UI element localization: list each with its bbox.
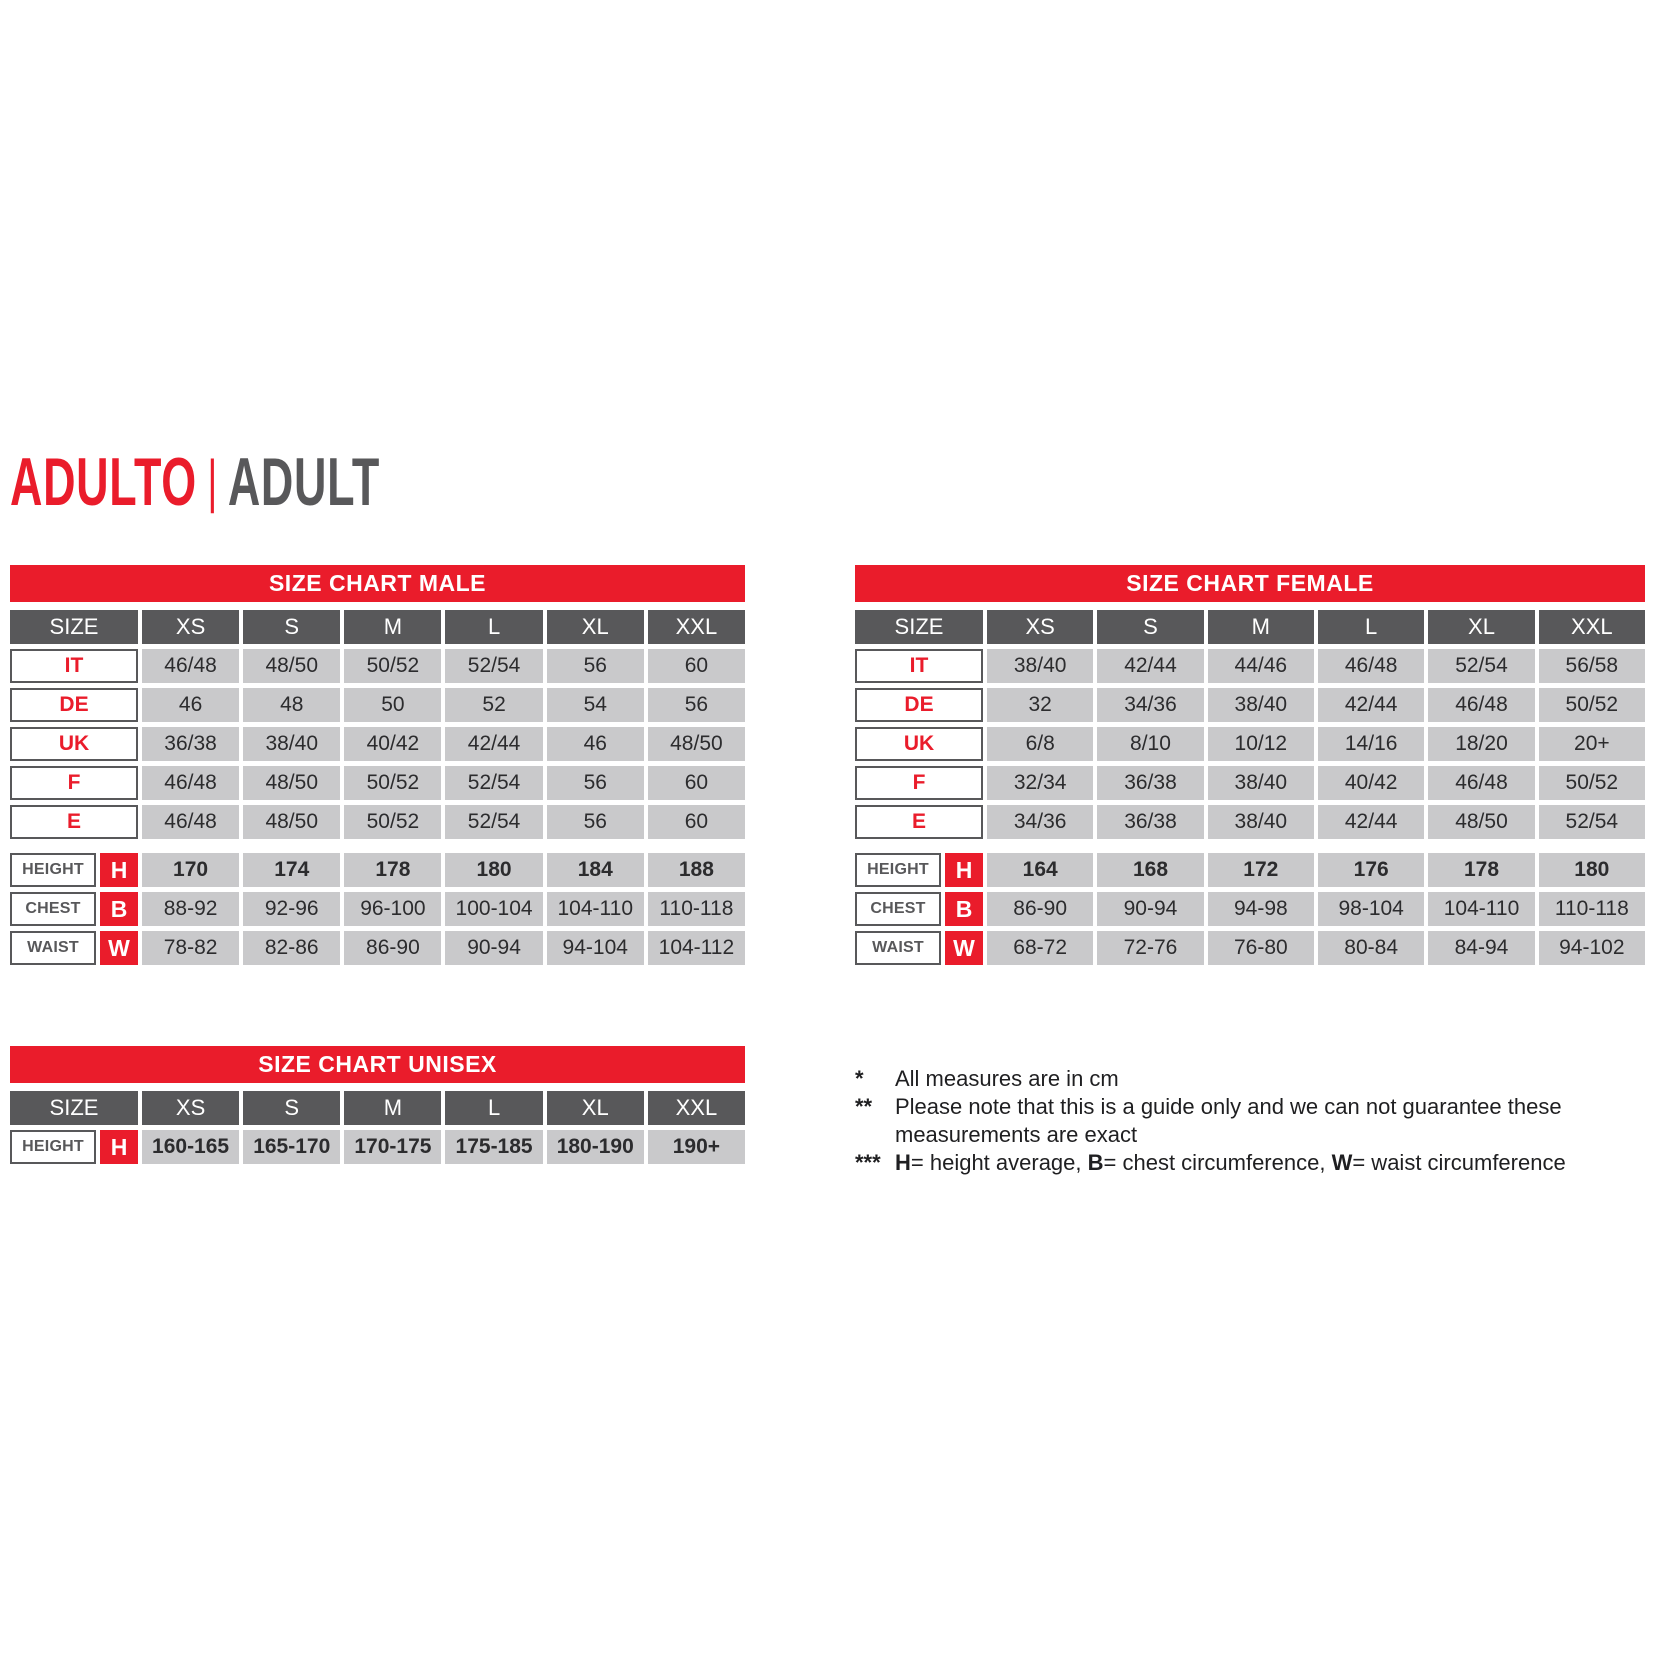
left-column <box>10 565 745 1169</box>
value-cell-e-l: 42/44 <box>1318 805 1424 839</box>
column-header-xxl: XXL <box>648 1091 745 1125</box>
value-cell-chest-xs: 88-92 <box>142 892 239 926</box>
value-cell-waist-xl: 94-104 <box>547 931 644 965</box>
footnote-marker-3: *** <box>855 1150 881 1175</box>
value-cell-f-l: 40/42 <box>1318 766 1424 800</box>
measure-label-height <box>10 853 138 887</box>
column-header-l: L <box>445 610 542 644</box>
measure-row-chest <box>10 892 745 926</box>
measure-row-height <box>855 853 1645 887</box>
value-cell-height-xl: 180-190 <box>547 1130 644 1164</box>
row-label-e: E <box>10 805 138 839</box>
letter-badge-b: B <box>945 892 983 926</box>
value-cell-e-xl: 56 <box>547 805 644 839</box>
measure-label-waist <box>10 931 138 965</box>
value-cell-waist-xxl: 104-112 <box>648 931 745 965</box>
footnote-segment: W <box>1331 1150 1353 1175</box>
value-cell-uk-m: 40/42 <box>344 727 441 761</box>
table-title-male: SIZE CHART MALE <box>10 565 745 602</box>
value-cell-height-l: 176 <box>1318 853 1424 887</box>
size-row-uk <box>10 727 745 761</box>
size-row-e <box>855 805 1645 839</box>
value-cell-uk-xxl: 20+ <box>1539 727 1645 761</box>
measure-label-height <box>855 853 983 887</box>
footnote-text-2 <box>895 1093 1645 1149</box>
measure-row-chest <box>855 892 1645 926</box>
row-label-de: DE <box>855 688 983 722</box>
table-title-unisex: SIZE CHART UNISEX <box>10 1046 745 1083</box>
letter-badge-h: H <box>945 853 983 887</box>
value-cell-chest-s: 90-94 <box>1097 892 1203 926</box>
value-cell-f-l: 52/54 <box>445 766 542 800</box>
value-cell-waist-xl: 84-94 <box>1428 931 1534 965</box>
value-cell-height-xs: 164 <box>987 853 1093 887</box>
value-cell-de-m: 50 <box>344 688 441 722</box>
row-label-height: HEIGHT <box>10 853 96 887</box>
page-title-separator: | <box>207 449 218 514</box>
column-header-xl: XL <box>547 1091 644 1125</box>
letter-badge-h: H <box>100 1130 138 1164</box>
row-label-uk: UK <box>855 727 983 761</box>
value-cell-it-xl: 52/54 <box>1428 649 1534 683</box>
value-cell-it-l: 46/48 <box>1318 649 1424 683</box>
value-cell-chest-xxl: 110-118 <box>648 892 745 926</box>
measure-label-waist <box>855 931 983 965</box>
value-cell-height-m: 172 <box>1208 853 1314 887</box>
value-cell-chest-m: 94-98 <box>1208 892 1314 926</box>
footnote-1 <box>855 1065 1645 1093</box>
value-cell-chest-s: 92-96 <box>243 892 340 926</box>
column-header-size: SIZE <box>10 610 138 644</box>
value-cell-e-xxl: 60 <box>648 805 745 839</box>
value-cell-chest-m: 96-100 <box>344 892 441 926</box>
value-cell-it-xl: 56 <box>547 649 644 683</box>
value-cell-waist-m: 76-80 <box>1208 931 1314 965</box>
measure-row-waist <box>10 931 745 965</box>
column-header-xl: XL <box>1428 610 1534 644</box>
value-cell-e-m: 38/40 <box>1208 805 1314 839</box>
footnote-2 <box>855 1093 1645 1149</box>
value-cell-height-xl: 184 <box>547 853 644 887</box>
value-cell-it-l: 52/54 <box>445 649 542 683</box>
footnote-segment: Please note that this is a guide only and we can not guarantee these measurements are exact <box>895 1094 1562 1147</box>
value-cell-f-xs: 46/48 <box>142 766 239 800</box>
column-header-m: M <box>1208 610 1314 644</box>
size-row-it <box>10 649 745 683</box>
header-row-male <box>10 610 745 644</box>
row-label-it: IT <box>10 649 138 683</box>
header-row-female <box>855 610 1645 644</box>
value-cell-f-xxl: 50/52 <box>1539 766 1645 800</box>
value-cell-uk-s: 38/40 <box>243 727 340 761</box>
value-cell-de-xs: 46 <box>142 688 239 722</box>
column-header-m: M <box>344 610 441 644</box>
value-cell-uk-l: 14/16 <box>1318 727 1424 761</box>
size-row-it <box>855 649 1645 683</box>
value-cell-height-xxl: 180 <box>1539 853 1645 887</box>
value-cell-e-xl: 48/50 <box>1428 805 1534 839</box>
letter-badge-w: W <box>945 931 983 965</box>
size-chart-unisex-section <box>10 1046 745 1164</box>
value-cell-chest-xl: 104-110 <box>1428 892 1534 926</box>
footnote-segment: = waist circumference <box>1352 1150 1566 1175</box>
measure-label-chest <box>855 892 983 926</box>
value-cell-e-xxl: 52/54 <box>1539 805 1645 839</box>
value-cell-height-m: 178 <box>344 853 441 887</box>
value-cell-e-xs: 46/48 <box>142 805 239 839</box>
footnote-segment: B <box>1087 1150 1104 1175</box>
size-row-de <box>855 688 1645 722</box>
row-label-f: F <box>10 766 138 800</box>
row-label-e: E <box>855 805 983 839</box>
size-row-e <box>10 805 745 839</box>
page-title-italian: ADULTO <box>10 444 197 520</box>
row-label-height: HEIGHT <box>10 1130 96 1164</box>
column-header-xs: XS <box>142 1091 239 1125</box>
value-cell-height-s: 165-170 <box>243 1130 340 1164</box>
footnote-segment: = height average, <box>910 1150 1088 1175</box>
value-cell-uk-xs: 36/38 <box>142 727 239 761</box>
value-cell-height-xl: 178 <box>1428 853 1534 887</box>
column-header-l: L <box>445 1091 542 1125</box>
row-label-waist: WAIST <box>855 931 941 965</box>
value-cell-height-xs: 170 <box>142 853 239 887</box>
value-cell-uk-xl: 46 <box>547 727 644 761</box>
column-header-xxl: XXL <box>648 610 745 644</box>
column-header-s: S <box>1097 610 1203 644</box>
measure-row-height <box>10 853 745 887</box>
value-cell-e-xs: 34/36 <box>987 805 1093 839</box>
value-cell-e-l: 52/54 <box>445 805 542 839</box>
page-title-english: ADULT <box>227 444 380 520</box>
right-column <box>855 565 1645 1177</box>
footnote-marker-2: ** <box>855 1094 873 1119</box>
row-label-it: IT <box>855 649 983 683</box>
column-header-xs: XS <box>987 610 1093 644</box>
letter-badge-w: W <box>100 931 138 965</box>
value-cell-e-s: 36/38 <box>1097 805 1203 839</box>
header-row-unisex <box>10 1091 745 1125</box>
value-cell-it-m: 44/46 <box>1208 649 1314 683</box>
value-cell-height-xs: 160-165 <box>142 1130 239 1164</box>
value-cell-waist-l: 80-84 <box>1318 931 1424 965</box>
value-cell-e-m: 50/52 <box>344 805 441 839</box>
value-cell-de-s: 48 <box>243 688 340 722</box>
value-cell-uk-s: 8/10 <box>1097 727 1203 761</box>
value-cell-waist-xxl: 94-102 <box>1539 931 1645 965</box>
footnote-segment: All measures are in cm <box>895 1066 1119 1091</box>
size-chart-male-section <box>10 565 745 965</box>
value-cell-waist-xs: 68-72 <box>987 931 1093 965</box>
column-header-xxl: XXL <box>1539 610 1645 644</box>
value-cell-waist-s: 72-76 <box>1097 931 1203 965</box>
value-cell-de-xxl: 56 <box>648 688 745 722</box>
value-cell-it-xs: 46/48 <box>142 649 239 683</box>
footnote-text-3 <box>895 1149 1645 1177</box>
footnote-segment: = chest circumference, <box>1103 1150 1332 1175</box>
measure-row-height <box>10 1130 745 1164</box>
footnote-segment: H <box>895 1150 911 1175</box>
value-cell-chest-xl: 104-110 <box>547 892 644 926</box>
row-label-height: HEIGHT <box>855 853 941 887</box>
value-cell-f-xs: 32/34 <box>987 766 1093 800</box>
column-header-s: S <box>243 1091 340 1125</box>
value-cell-uk-xs: 6/8 <box>987 727 1093 761</box>
footnotes <box>855 1065 1645 1177</box>
size-row-de <box>10 688 745 722</box>
value-cell-height-xxl: 190+ <box>648 1130 745 1164</box>
size-row-f <box>10 766 745 800</box>
value-cell-f-m: 50/52 <box>344 766 441 800</box>
value-cell-it-xxl: 56/58 <box>1539 649 1645 683</box>
value-cell-f-m: 38/40 <box>1208 766 1314 800</box>
row-label-uk: UK <box>10 727 138 761</box>
row-label-de: DE <box>10 688 138 722</box>
column-header-l: L <box>1318 610 1424 644</box>
row-label-chest: CHEST <box>855 892 941 926</box>
footnote-text-1 <box>895 1065 1645 1093</box>
table-title-female: SIZE CHART FEMALE <box>855 565 1645 602</box>
value-cell-f-s: 36/38 <box>1097 766 1203 800</box>
size-row-f <box>855 766 1645 800</box>
value-cell-waist-s: 82-86 <box>243 931 340 965</box>
content-columns <box>10 565 1645 1177</box>
value-cell-uk-l: 42/44 <box>445 727 542 761</box>
column-header-xs: XS <box>142 610 239 644</box>
value-cell-uk-xl: 18/20 <box>1428 727 1534 761</box>
value-cell-height-s: 168 <box>1097 853 1203 887</box>
value-cell-it-m: 50/52 <box>344 649 441 683</box>
column-header-m: M <box>344 1091 441 1125</box>
column-header-xl: XL <box>547 610 644 644</box>
size-chart-female-section <box>855 565 1645 965</box>
value-cell-uk-m: 10/12 <box>1208 727 1314 761</box>
value-cell-uk-xxl: 48/50 <box>648 727 745 761</box>
row-label-chest: CHEST <box>10 892 96 926</box>
value-cell-height-s: 174 <box>243 853 340 887</box>
letter-badge-b: B <box>100 892 138 926</box>
value-cell-de-l: 42/44 <box>1318 688 1424 722</box>
value-cell-chest-xxl: 110-118 <box>1539 892 1645 926</box>
value-cell-de-m: 38/40 <box>1208 688 1314 722</box>
value-cell-de-xl: 46/48 <box>1428 688 1534 722</box>
value-cell-waist-m: 86-90 <box>344 931 441 965</box>
value-cell-it-s: 42/44 <box>1097 649 1203 683</box>
footnote-3 <box>855 1149 1645 1177</box>
value-cell-de-s: 34/36 <box>1097 688 1203 722</box>
value-cell-de-l: 52 <box>445 688 542 722</box>
column-header-size: SIZE <box>855 610 983 644</box>
value-cell-f-xl: 46/48 <box>1428 766 1534 800</box>
value-cell-f-xxl: 60 <box>648 766 745 800</box>
value-cell-waist-xs: 78-82 <box>142 931 239 965</box>
value-cell-it-xxl: 60 <box>648 649 745 683</box>
value-cell-chest-l: 100-104 <box>445 892 542 926</box>
row-label-f: F <box>855 766 983 800</box>
column-header-s: S <box>243 610 340 644</box>
value-cell-it-s: 48/50 <box>243 649 340 683</box>
value-cell-f-s: 48/50 <box>243 766 340 800</box>
letter-badge-h: H <box>100 853 138 887</box>
value-cell-height-xxl: 188 <box>648 853 745 887</box>
value-cell-height-m: 170-175 <box>344 1130 441 1164</box>
value-cell-de-xl: 54 <box>547 688 644 722</box>
measure-label-height <box>10 1130 138 1164</box>
value-cell-chest-l: 98-104 <box>1318 892 1424 926</box>
value-cell-e-s: 48/50 <box>243 805 340 839</box>
measure-label-chest <box>10 892 138 926</box>
value-cell-chest-xs: 86-90 <box>987 892 1093 926</box>
value-cell-height-l: 175-185 <box>445 1130 542 1164</box>
row-label-waist: WAIST <box>10 931 96 965</box>
value-cell-de-xxl: 50/52 <box>1539 688 1645 722</box>
measure-row-waist <box>855 931 1645 965</box>
footnote-marker-1: * <box>855 1066 864 1091</box>
value-cell-height-l: 180 <box>445 853 542 887</box>
page-title <box>10 444 380 520</box>
value-cell-de-xs: 32 <box>987 688 1093 722</box>
size-row-uk <box>855 727 1645 761</box>
value-cell-f-xl: 56 <box>547 766 644 800</box>
value-cell-it-xs: 38/40 <box>987 649 1093 683</box>
value-cell-waist-l: 90-94 <box>445 931 542 965</box>
column-header-size: SIZE <box>10 1091 138 1125</box>
